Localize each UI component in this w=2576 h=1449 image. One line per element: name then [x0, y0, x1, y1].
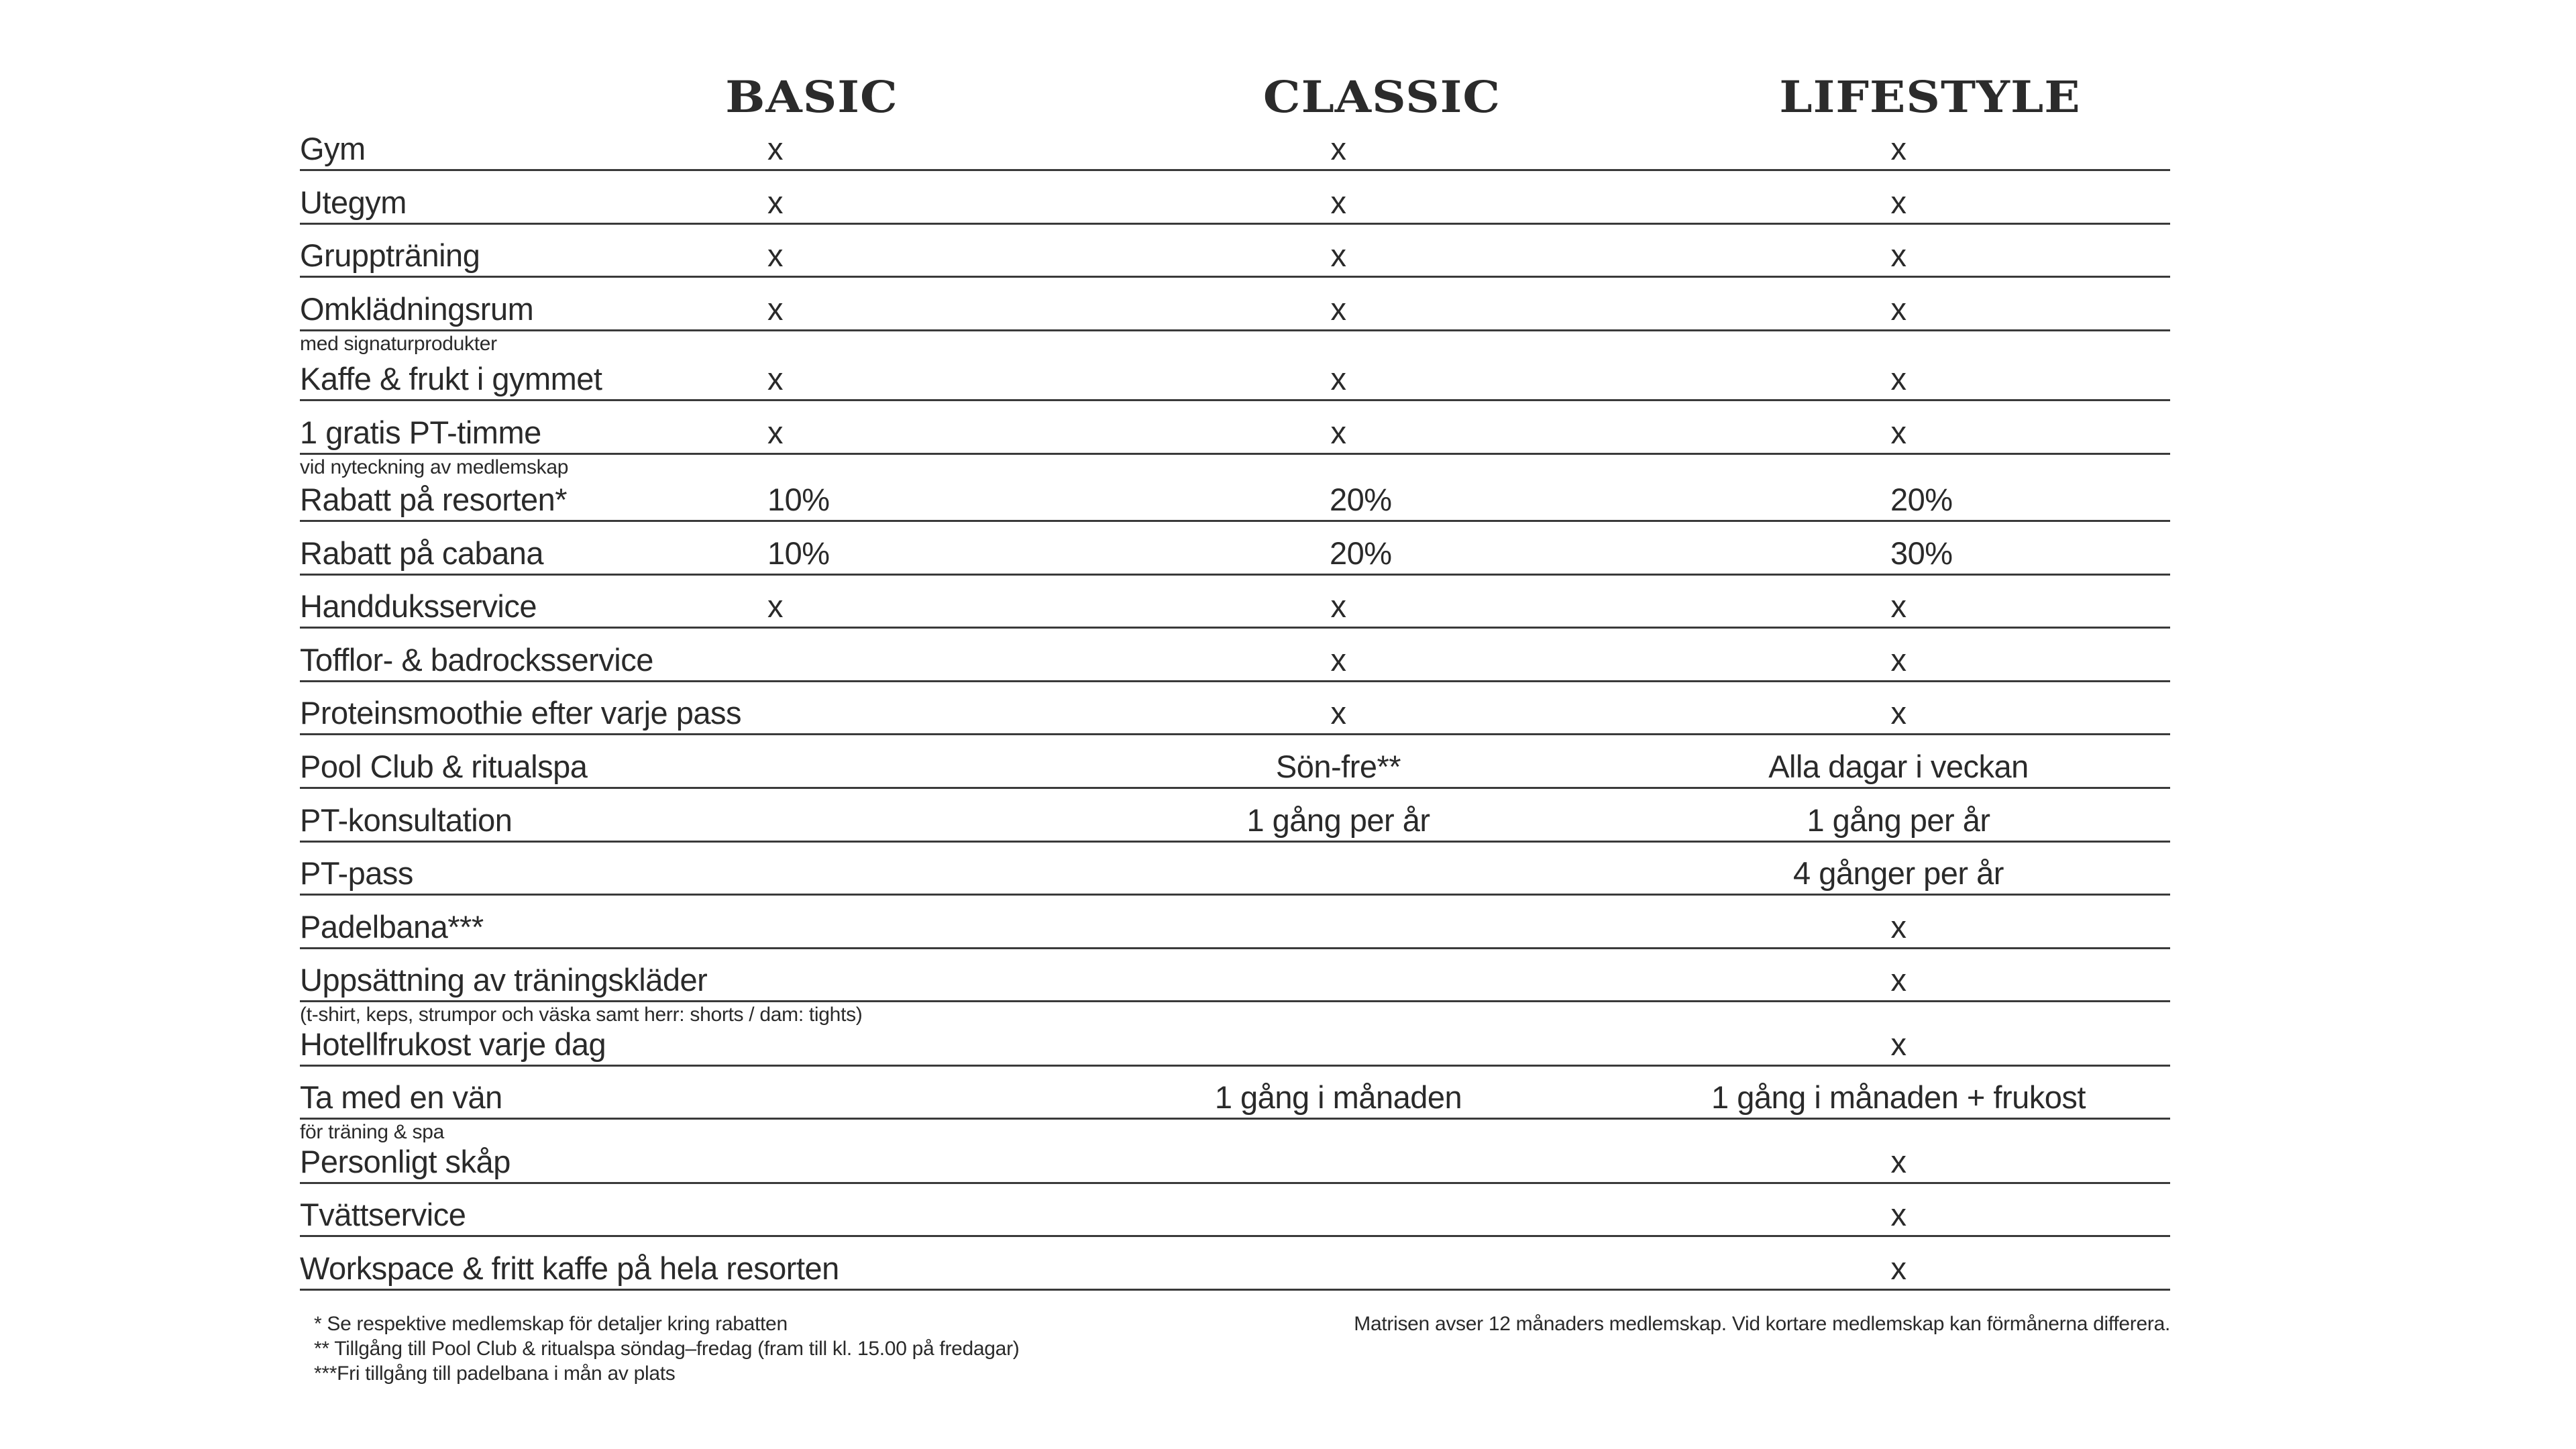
row-label: Gym — [300, 131, 366, 166]
row-label: Omklädningsrum — [300, 291, 534, 327]
lifestyle-cell: x — [1890, 962, 1907, 998]
classic-cell: x — [1330, 695, 1346, 731]
row-label: Gruppträning — [300, 237, 480, 273]
lifestyle-cell: 1 gång i månaden + frukost — [1711, 1079, 2086, 1115]
row-subtext: med signaturprodukter — [300, 333, 497, 355]
table-row — [300, 682, 2170, 735]
table-row — [300, 171, 2170, 225]
basic-cell: x — [767, 361, 783, 396]
row-label: Rabatt på cabana — [300, 535, 544, 571]
lifestyle-cell: x — [1890, 415, 1907, 450]
footnote: * Se respektive medlemskap för detaljer kring rabatten — [314, 1313, 788, 1335]
row-label: Personligt skåp — [300, 1144, 511, 1179]
row-subtext: (t-shirt, keps, strumpor och väska samt herr: shorts / dam: tights) — [300, 1004, 863, 1026]
row-label: Proteinsmoothie efter varje pass — [300, 695, 741, 731]
lifestyle-cell: x — [1890, 1197, 1907, 1232]
row-label: Ta med en vän — [300, 1079, 502, 1115]
table-row — [300, 629, 2170, 682]
footnote: ** Tillgång till Pool Club & ritualspa söndag–fredag (fram till kl. 15.00 på fredagar) — [314, 1338, 1020, 1360]
row-label: Tofflor- & badrocksservice — [300, 642, 653, 678]
column-header-basic: BASIC — [725, 71, 898, 123]
table-row — [300, 278, 2170, 331]
classic-cell: 1 gång i månaden — [1214, 1079, 1462, 1115]
row-label: Handduksservice — [300, 588, 537, 624]
basic-cell: 10% — [767, 482, 830, 517]
membership-matrix — [300, 0, 2170, 1449]
table-row — [300, 1237, 2170, 1291]
classic-cell: x — [1330, 131, 1346, 166]
table-row — [300, 131, 2170, 171]
table-row — [300, 225, 2170, 278]
table-row — [300, 789, 2170, 843]
lifestyle-cell: x — [1890, 909, 1907, 945]
table-row — [300, 1184, 2170, 1237]
lifestyle-cell: 1 gång per år — [1807, 802, 1990, 838]
classic-cell: 1 gång per år — [1246, 802, 1430, 838]
footnote: ***Fri tillgång till padelbana i mån av plats — [314, 1362, 676, 1385]
row-subtext: för träning & spa — [300, 1121, 445, 1143]
classic-cell: x — [1330, 642, 1346, 678]
row-label: Uppsättning av träningskläder — [300, 962, 708, 998]
basic-cell: x — [767, 415, 783, 450]
basic-cell: x — [767, 184, 783, 220]
row-subtext: vid nyteckning av medlemskap — [300, 456, 569, 478]
lifestyle-cell: x — [1890, 131, 1907, 166]
column-header-lifestyle: LIFESTYLE — [1779, 71, 2081, 123]
row-label: Padelbana*** — [300, 909, 484, 945]
table-row — [300, 358, 2170, 401]
table-row — [300, 482, 2170, 522]
classic-cell: x — [1330, 361, 1346, 396]
row-label: Tvättservice — [300, 1197, 466, 1232]
row-label: PT-pass — [300, 855, 413, 891]
classic-cell: Sön-fre** — [1275, 749, 1401, 784]
classic-cell: x — [1330, 415, 1346, 450]
lifestyle-cell: 4 gånger per år — [1793, 855, 2004, 891]
lifestyle-cell: x — [1890, 1026, 1907, 1062]
lifestyle-cell: x — [1890, 291, 1907, 327]
table-row — [300, 576, 2170, 629]
table-row — [300, 896, 2170, 949]
table-row — [300, 522, 2170, 576]
lifestyle-cell: x — [1890, 642, 1907, 678]
classic-cell: x — [1330, 291, 1346, 327]
lifestyle-cell: 30% — [1890, 535, 1953, 571]
table-row — [300, 1067, 2170, 1120]
table-row — [300, 1026, 2170, 1067]
basic-cell: 10% — [767, 535, 830, 571]
row-label: Workspace & fritt kaffe på hela resorten — [300, 1250, 839, 1286]
lifestyle-cell: Alla dagar i veckan — [1768, 749, 2029, 784]
row-label: Kaffe & frukt i gymmet — [300, 361, 602, 396]
basic-cell: x — [767, 237, 783, 273]
table-row — [300, 401, 2170, 455]
lifestyle-cell: x — [1890, 1250, 1907, 1286]
row-label: Hotellfrukost varje dag — [300, 1026, 606, 1062]
basic-cell: x — [767, 131, 783, 166]
lifestyle-cell: x — [1890, 237, 1907, 273]
lifestyle-cell: x — [1890, 184, 1907, 220]
row-label: Rabatt på resorten* — [300, 482, 568, 517]
classic-cell: x — [1330, 184, 1346, 220]
basic-cell: x — [767, 291, 783, 327]
table-row — [300, 1146, 2170, 1184]
row-label: 1 gratis PT-timme — [300, 415, 541, 450]
table-row — [300, 843, 2170, 896]
lifestyle-cell: x — [1890, 1144, 1907, 1179]
classic-cell: 20% — [1330, 482, 1392, 517]
lifestyle-cell: x — [1890, 361, 1907, 396]
basic-cell: x — [767, 588, 783, 624]
row-label: Pool Club & ritualspa — [300, 749, 588, 784]
classic-cell: x — [1330, 588, 1346, 624]
lifestyle-cell: x — [1890, 695, 1907, 731]
footnotes — [314, 1311, 1019, 1386]
classic-cell: x — [1330, 237, 1346, 273]
table-row — [300, 735, 2170, 789]
matrix-note: Matrisen avser 12 månaders medlemskap. Vid kortare medlemskap kan förmånerna differera. — [1354, 1313, 2170, 1335]
classic-cell: 20% — [1330, 535, 1392, 571]
row-label: PT-konsultation — [300, 802, 513, 838]
lifestyle-cell: 20% — [1890, 482, 1953, 517]
lifestyle-cell: x — [1890, 588, 1907, 624]
row-label: Utegym — [300, 184, 407, 220]
column-header-classic: CLASSIC — [1263, 71, 1501, 123]
table-row — [300, 949, 2170, 1002]
